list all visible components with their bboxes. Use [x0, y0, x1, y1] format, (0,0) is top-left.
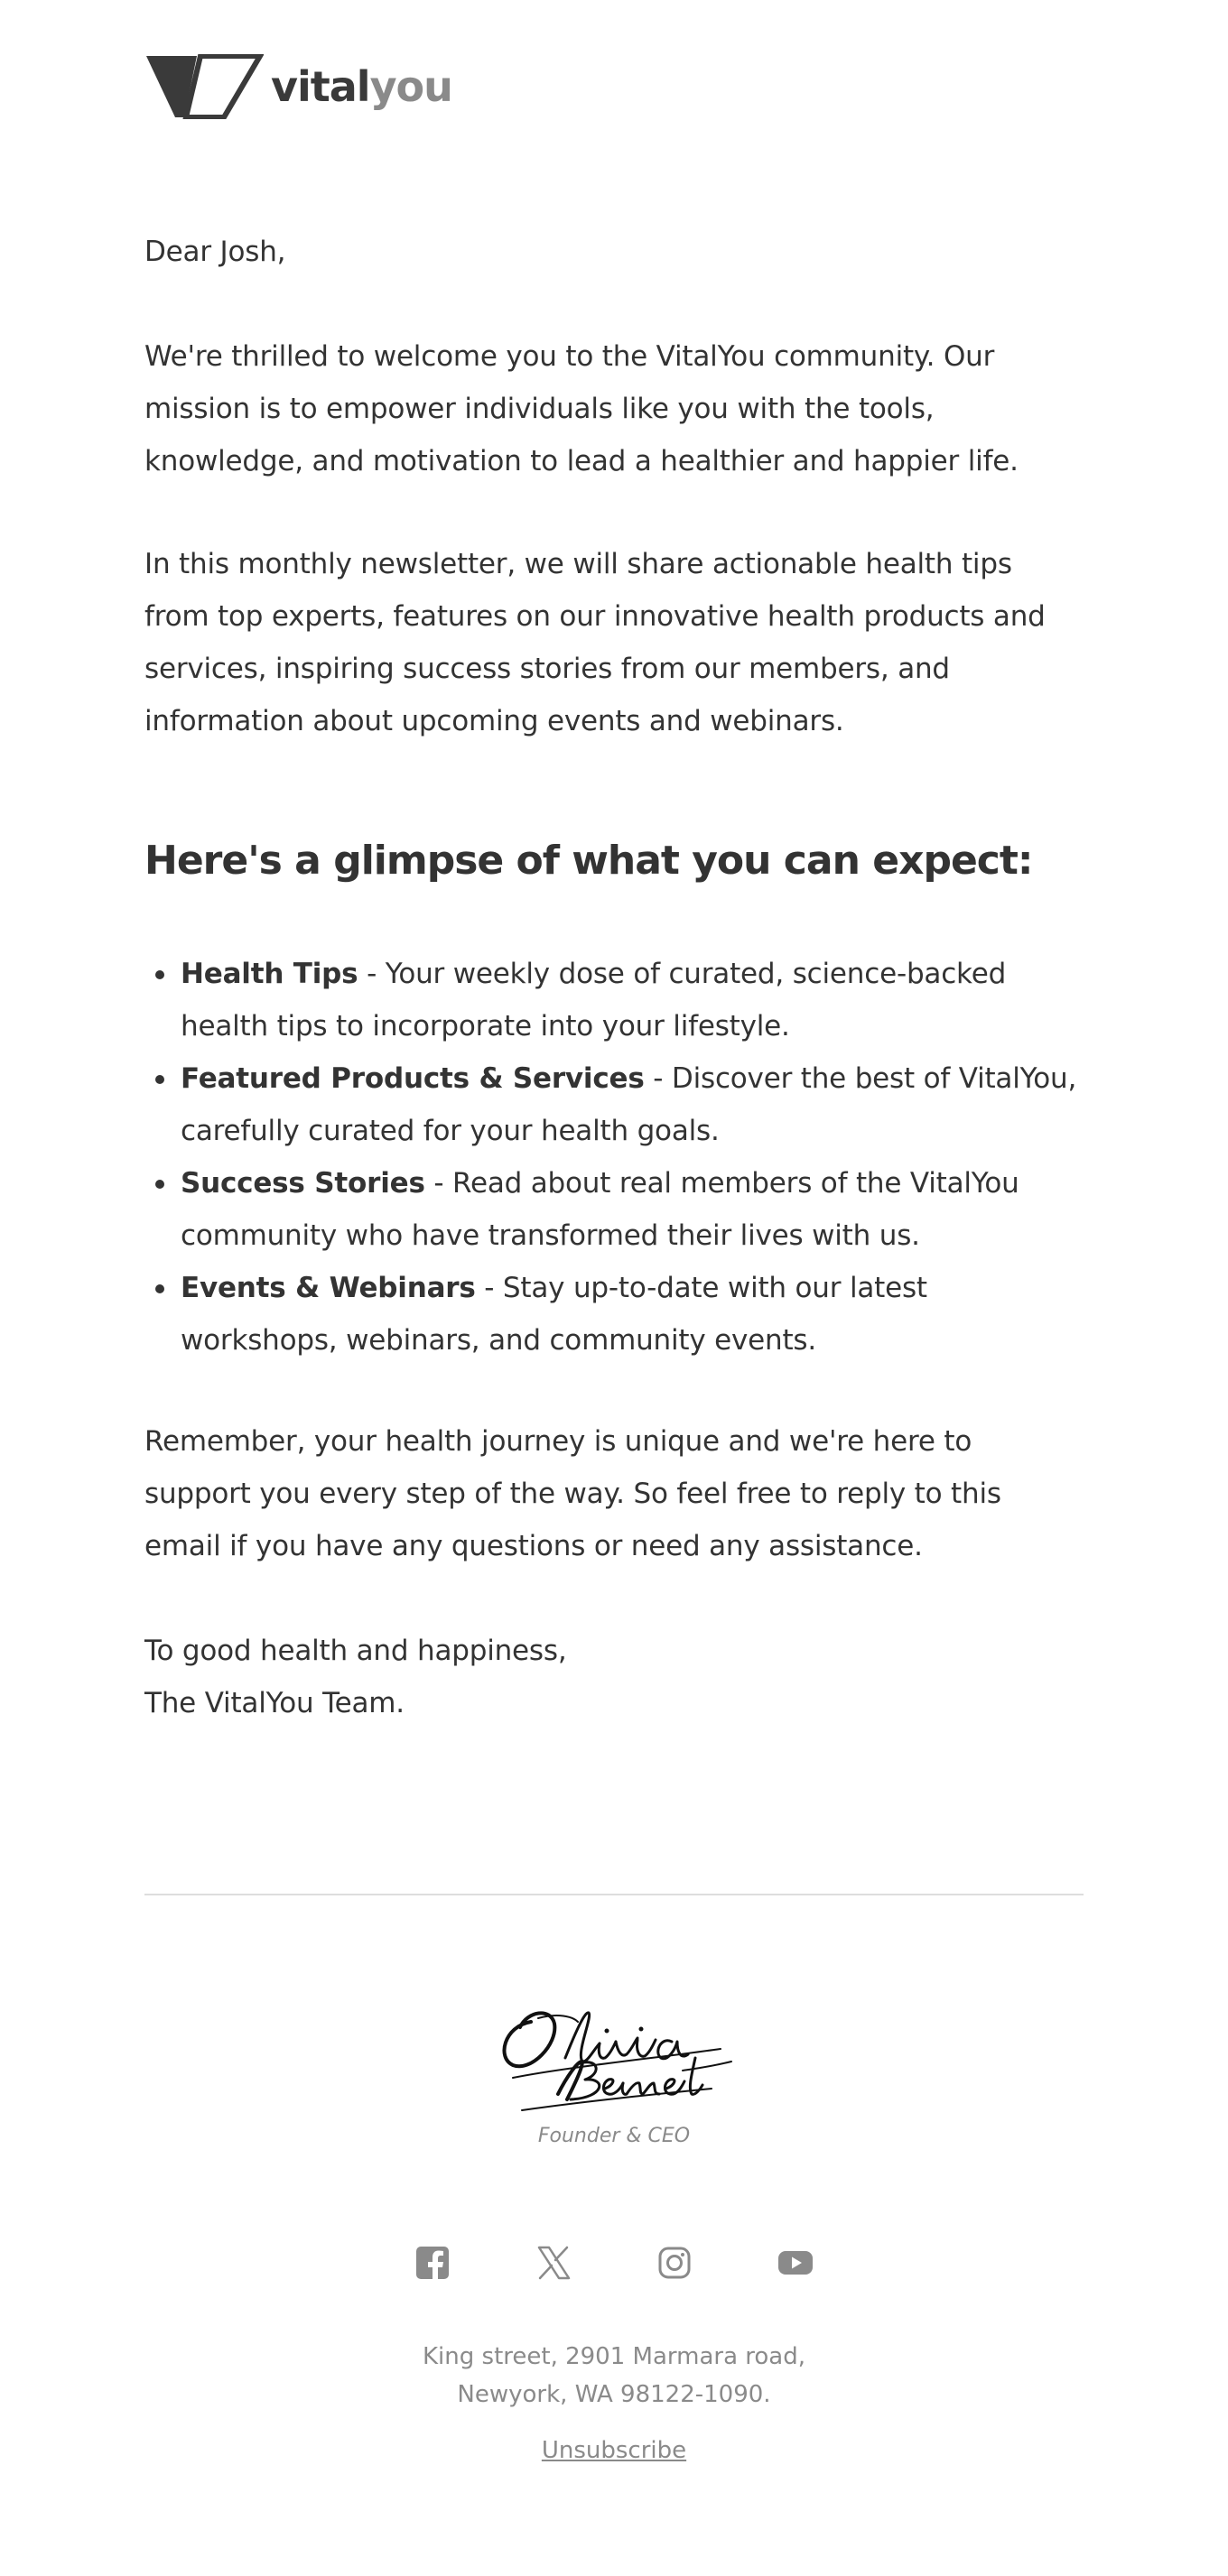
brand-wordmark-vital: vital — [271, 62, 370, 111]
facebook-icon[interactable] — [415, 2246, 450, 2280]
youtube-icon[interactable] — [778, 2246, 813, 2280]
feature-list — [144, 948, 1084, 1367]
instagram-icon[interactable] — [657, 2246, 692, 2280]
unsubscribe-container — [0, 2432, 1228, 2469]
list-item-title: Featured Products & Services — [181, 1062, 645, 1095]
list-item-title: Health Tips — [181, 958, 358, 990]
footer-address — [0, 2338, 1228, 2414]
section-heading: Here's a glimpse of what you can expect: — [144, 838, 1033, 884]
list-item-text: - Read about real members of the VitalYou community who have transformed their lives with us. — [181, 1167, 1019, 1252]
brand-wordmark — [271, 54, 452, 119]
list-item-title: Success Stories — [181, 1167, 425, 1200]
signature-role: Founder & CEO — [537, 2125, 691, 2147]
signature-image — [495, 1995, 733, 2112]
list-item — [144, 1052, 1084, 1157]
newsletter-paragraph: In this monthly newsletter, we will share actionable health tips from top experts, features on our innovative health products and services, inspiring success stories from our members, and information about upcoming events and webinars. — [144, 548, 1046, 737]
signoff-team: The VitalYou Team. — [144, 1687, 405, 1719]
list-item-text: - Stay up-to-date with our latest workshops, webinars, and community events. — [181, 1272, 927, 1357]
intro-paragraph: We're thrilled to welcome you to the VitalYou community. Our mission is to empower individuals like you with the tools, knowledge, and motivation to lead a healthier and happier life. — [144, 340, 1019, 477]
vitalyou-logo-icon — [144, 54, 264, 119]
address-line-1: King street, 2901 Marmara road, — [423, 2343, 805, 2370]
list-item — [144, 1262, 1084, 1367]
bullet-icon — [155, 1180, 164, 1189]
list-item-text: - Discover the best of VitalYou, carefully curated for your health goals. — [181, 1062, 1077, 1147]
unsubscribe-link[interactable]: Unsubscribe — [541, 2437, 687, 2464]
brand-wordmark-you: you — [369, 62, 452, 111]
signoff-line: To good health and happiness, — [144, 1635, 567, 1667]
greeting: Dear Josh, — [144, 236, 286, 268]
list-item — [144, 948, 1084, 1052]
list-item-title: Events & Webinars — [181, 1272, 476, 1304]
bullet-icon — [155, 1284, 164, 1293]
list-item-text: - Your weekly dose of curated, science-backed health tips to incorporate into your lifestyle. — [181, 958, 1007, 1042]
support-paragraph: Remember, your health journey is unique and we're here to support you every step of the way. So feel free to reply to this email if you have any questions or need any assistance. — [144, 1425, 1001, 1562]
address-line-2: Newyork, WA 98122-1090. — [457, 2381, 771, 2408]
bullet-icon — [155, 970, 164, 979]
social-links — [0, 2246, 1228, 2280]
footer-divider — [144, 1894, 1084, 1895]
brand-logo[interactable] — [144, 54, 452, 119]
x-icon[interactable] — [536, 2246, 571, 2280]
bullet-icon — [155, 1075, 164, 1084]
list-item — [144, 1157, 1084, 1262]
